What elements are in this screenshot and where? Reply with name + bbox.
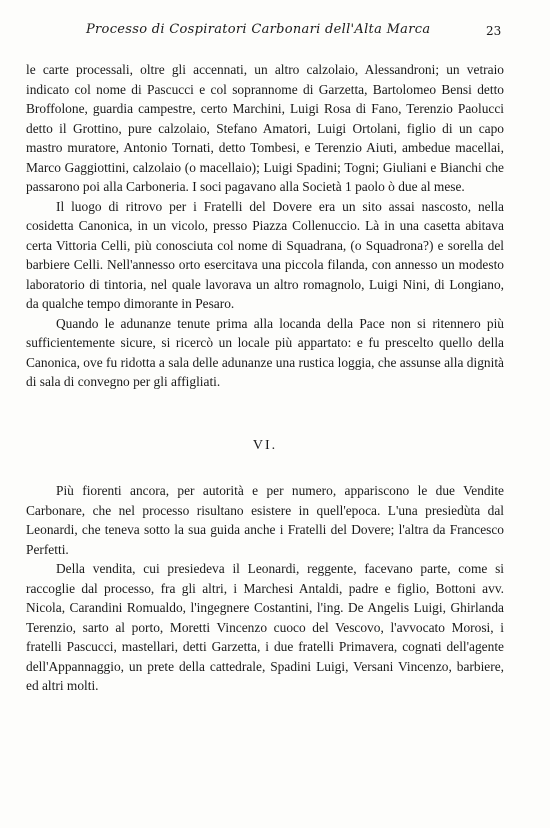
- paragraph: Quando le adunanze tenute prima alla locanda della Pace non si ritennero più sufficientemente sicure, si ricercò un locale più appartato: e fu prescelto quello della Canonica, ove fu ridotta a sala delle adunanze una rustica loggia, che assunse alla dignità di sala di convegno per gli affigliati.: [26, 315, 504, 389]
- paragraph: le carte processali, oltre gli accennati, un altro calzolaio, Alessandroni; un vetraio indicato col nome di Pascucci e col soprannome di Garzetta, Bartolomeo Bensi detto Broffolone, guardia campestre, certo Marchini, Luigi Rosa di Fano, Terenzio Paolucci detto il Grottino, pure calzolaio, Stefano Amatori, Luigi Ortolani, figlio di un capo mastro muratore, Antonio Tornati, detto Tombesi, e Terenzio Aiuti, ambedue macellai, Marco Gaggiottini, calzolaio (o macellaio); Luigi Spadini; Togni; Giuliani e Bianchi che passarono poi alla Carboneria. I soci pagavano alla Società 1 paolo ò due al mese.: [26, 62, 504, 194]
- paragraph: Il luogo di ritrovo per i Fratelli del Dovere era un sito assai nascosto, nella cosidetta Canonica, in un vicolo, presso Piazza Collenuccio. Là in una casetta abitava certa Vittoria Celli, più conosciuta col nome di Squadrana, (o Squadrona?) e sorella del barbiere Celli. Nell'annesso orto esercitava una piccola filanda, con annesso un modesto laboratorio di tintoria, nel quale lavorava un altro romagnolo, Luigi Nini, di Longiano, da qualche tempo dimorante in Pesaro.: [26, 198, 504, 311]
- running-title: Processo di Cospiratori Carbonari dell'Alta Marca: [86, 22, 431, 37]
- page-number: 23: [486, 24, 502, 38]
- running-header: [0, 22, 550, 42]
- paragraph: Della vendita, cui presiedeva il Leonardi, reggente, facevano parte, come si raccoglie dal processo, fra gli altri, i Marchesi Antaldi, padre e figlio, Bottoni avv. Nicola, Carandini Romualdo, l'ingegnere Costantini, l'ing. De Angelis Luigi, Ghirlanda Terenzio, sarto al porto, Moretti Vincenzo cuoco del Vescovo, l'avvocato Morosi, i fratelli Pascucci, mastellari, detti Garzetta, i due fratelli Primavera, cognati dell'agente dell'Appannaggio, un prete della cattedrale, Spadini Luigi, Versani Vincenzo, barbiere, ed altri molti.: [26, 561, 504, 693]
- body-text: [26, 60, 504, 696]
- paragraph: Più fiorenti ancora, per autorità e per numero, appariscono le due Vendite Carbonare, che nel processo risultano esistere in quell'epoca. L'una presiedùta dal Leonardi, che teneva sotto la sua guida anche i Fratelli del Dovere; l'altra da Francesco Perfetti.: [26, 483, 504, 557]
- section-heading: VI.: [252, 437, 278, 453]
